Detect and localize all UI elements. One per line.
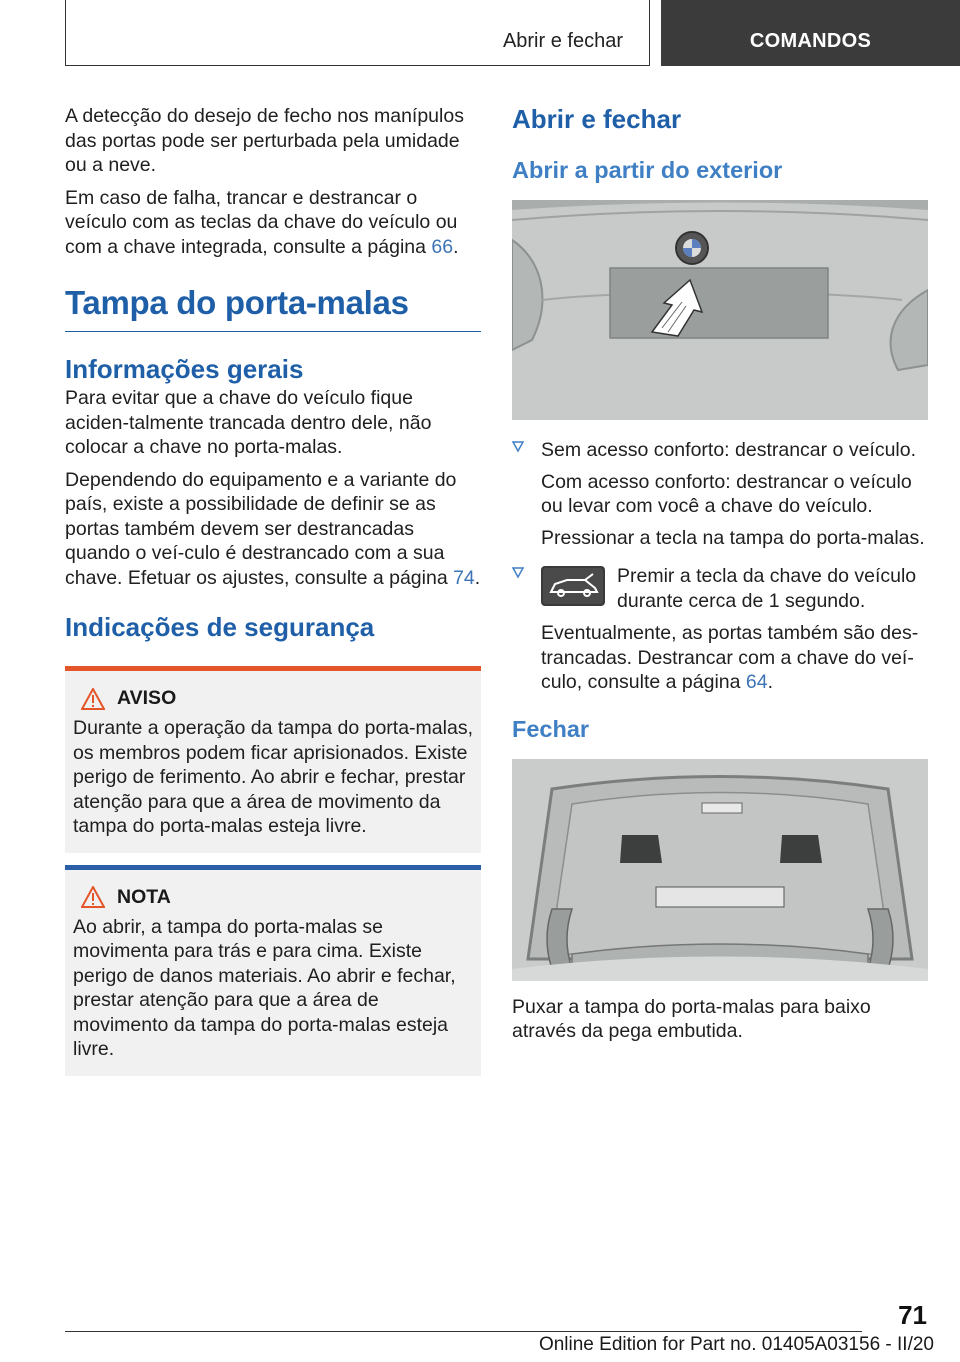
info-p2-end: . — [474, 566, 481, 589]
safety-heading: Indicações de segurança — [65, 612, 375, 642]
key-instruction-text: Premir a tecla da chave do veículo durante cerca de 1 segundo. — [617, 565, 917, 612]
page-link-66[interactable]: 66 — [431, 235, 454, 258]
bullet1-line3: Pressionar a tecla na tampa do porta-malas. — [541, 526, 925, 549]
bullet-item-2 — [512, 564, 928, 695]
header-frame — [65, 0, 650, 66]
footer-edition: Online Edition for Part no. 01405A03156 - II/20 — [538, 1334, 934, 1355]
open-close-heading: Abrir e fechar — [512, 104, 682, 134]
info-paragraph-2 — [65, 468, 481, 591]
trunk-interior-illustration — [512, 759, 928, 981]
main-title: Tampa do porta-malas — [65, 284, 481, 332]
close-heading: Fechar — [512, 715, 590, 742]
intro-p2-text: Em caso de falha, trancar e destrancar o veículo com as teclas da chave do veículo ou com a chave integrada, consulte a página — [65, 186, 458, 258]
intro-paragraph-1: A detecção do desejo de fecho nos manípulos das portas pode ser perturbada pela umidade ou a neve. — [65, 105, 464, 176]
footer-divider — [65, 1331, 862, 1332]
page-link-74[interactable]: 74 — [453, 566, 475, 589]
notice-title: NOTA — [117, 885, 171, 908]
bullet2-line2 — [541, 621, 928, 695]
page-link-64[interactable]: 64 — [745, 671, 768, 693]
warning-triangle-icon — [81, 688, 105, 710]
bullet-triangle-icon — [512, 441, 524, 453]
bullet1-line1: Sem acesso conforto: destrancar o veículo. — [541, 439, 917, 461]
notice-text: Ao abrir, a tampa do porta-malas se movimenta para trás e para cima. Existe perigo de danos materiais. Ao abrir e fechar, prestar atenção para que a área de movimento da tampa do porta-malas esteja livre. — [73, 915, 456, 1060]
notice-head — [73, 886, 473, 909]
info-paragraph-1: Para evitar que a chave do veículo fique aciden-talmente trancada dentro dele, não colocar a chave no porta-malas. — [65, 387, 432, 458]
right-column — [512, 104, 928, 1052]
key-instruction-row — [541, 564, 928, 613]
bullet-triangle-icon — [512, 567, 524, 579]
trunk-interior-image — [512, 759, 928, 981]
info-p2-text: Dependendo do equipamento e a variante do país, existe a possibilidade de definir se as portas também devem ser destrancadas quando o veí-culo é destrancado com a sua chave. Efetuar os ajustes, consulte a página — [65, 468, 457, 589]
warning-triangle-icon — [81, 886, 105, 908]
warning-head — [73, 687, 473, 710]
warning-text: Durante a operação da tampa do porta-malas, os membros podem ficar aprisionados. Existe perigo de ferimento. Ao abrir e fechar, prestar atenção para que a área de movimento da tampa do porta-malas esteja livre. — [73, 717, 473, 837]
warning-box — [65, 666, 481, 853]
chapter-tab[interactable] — [661, 0, 960, 66]
bullet2-text: Eventualmente, as portas também são des-trancadas. Destrancar com a chave do veí-culo, consulte a página — [541, 622, 919, 693]
close-paragraph: Puxar a tampa do porta-malas para baixo através da pega embutida. — [512, 995, 871, 1042]
header-section-title: Abrir e fechar — [502, 30, 623, 52]
notice-box — [65, 865, 481, 1076]
bullet-item-1 — [512, 438, 928, 550]
chapter-tab-label: COMANDOS — [749, 30, 872, 52]
trunk-exterior-illustration — [512, 200, 928, 420]
trunk-exterior-image — [512, 200, 928, 420]
warning-title: AVISO — [117, 687, 177, 709]
info-heading: Informações gerais — [65, 354, 304, 384]
intro-paragraph-2 — [65, 186, 481, 260]
left-column — [65, 104, 481, 1076]
intro-p2-end: . — [453, 235, 459, 258]
bullet2-end: . — [767, 671, 774, 693]
trunk-key-button-icon — [541, 566, 605, 606]
open-outside-heading: Abrir a partir do exterior — [512, 157, 783, 183]
page-number: 71 — [898, 1300, 927, 1330]
bullet1-line2: Com acesso conforto: destrancar o veículo ou levar com você a chave do veículo. — [541, 470, 912, 517]
